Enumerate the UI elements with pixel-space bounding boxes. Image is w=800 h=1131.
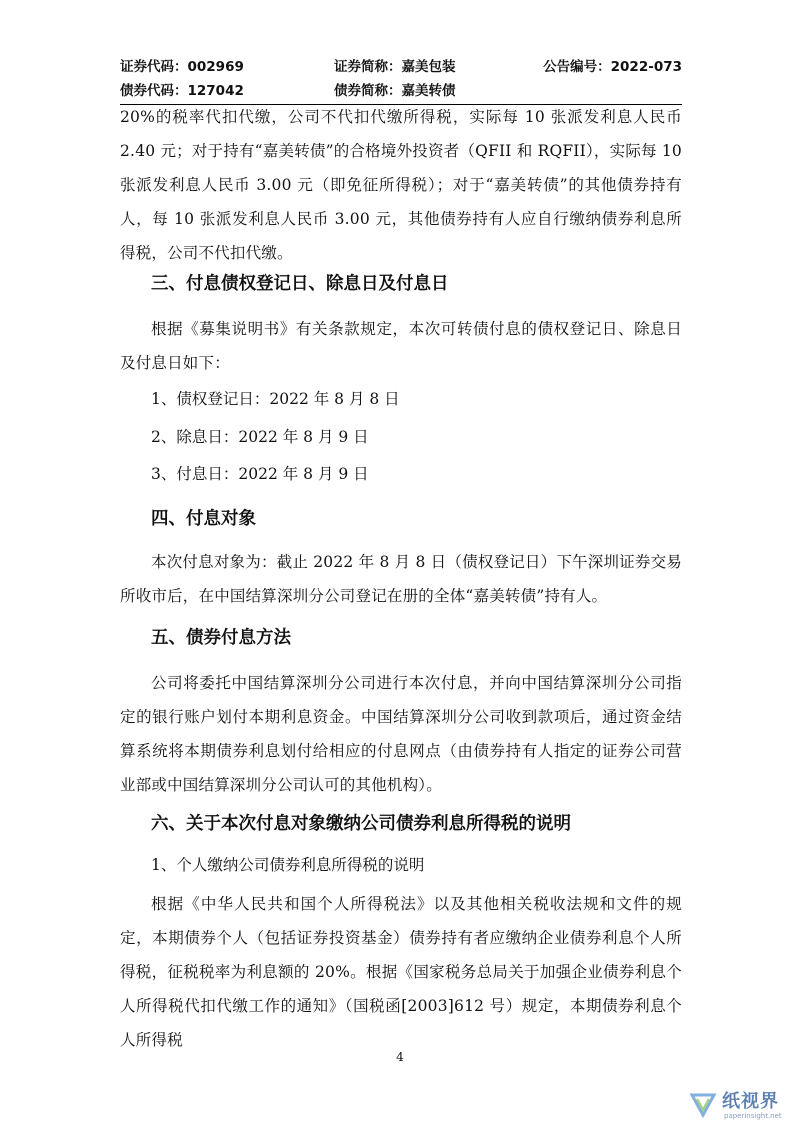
section-3-heading: 三、付息债权登记日、除息日及付息日 bbox=[151, 274, 449, 294]
section-6-subheading: 1、个人缴纳公司债券利息所得税的说明 bbox=[151, 856, 425, 874]
section-4-heading: 四、付息对象 bbox=[151, 509, 256, 529]
notice-number: 公告编号：2022-073 bbox=[543, 59, 682, 75]
intro-paragraph: 20%的税率代扣代缴，公司不代扣代缴所得税，实际每 10 张派发利息人民币 2.40 元；对于持有“嘉美转债”的合格境外投资者（QFII 和 RQFII），实际每 10 张派发利息人民币 3.00 元（即免征所得税）；对于“嘉美转债”的其他债券持有人，每 10 张派发利息人民币 3.00 元，其他债券持有人应自行缴纳债券利息所得税，公司不代扣代缴。 bbox=[120, 108, 682, 262]
list-item-ex-dividend-date: 2、除息日：2022 年 8 月 9 日 bbox=[151, 428, 369, 446]
list-item-registration-date: 1、债权登记日：2022 年 8 月 8 日 bbox=[151, 390, 400, 408]
header-row-1 bbox=[120, 56, 682, 78]
section-5-paragraph: 公司将委托中国结算深圳分公司进行本次付息，并向中国结算深圳分公司指定的银行账户划付本期利息资金。中国结算深圳分公司收到款项后，通过资金结算系统将本期债券利息划付给相应的付息网点（由债券持有人指定的证券公司营业部或中国结算深圳分公司认可的其他机构）。 bbox=[120, 674, 682, 794]
section-4-paragraph: 本次付息对象为：截止 2022 年 8 月 8 日（债权登记日）下午深圳证券交易所收市后，在中国结算深圳分公司登记在册的全体“嘉美转债”持有人。 bbox=[120, 553, 682, 605]
section-6-paragraph: 根据《中华人民共和国个人所得税法》以及其他相关税收法规和文件的规定，本期债券个人（包括证券投资基金）债券持有者应缴纳企业债券利息个人所得税，征税税率为利息额的 20%。根据《国家税务总局关于加强企业债券利息个人所得税代扣代缴工作的通知》（国税函[2003]612 号）规定，本期债券利息个人所得税 bbox=[120, 895, 682, 1049]
watermark-url: paperinsight.net bbox=[724, 1112, 782, 1120]
bond-code: 债券代码：127042 bbox=[120, 83, 244, 99]
section-5-heading: 五、债券付息方法 bbox=[151, 628, 291, 648]
header-row-2 bbox=[120, 80, 682, 102]
watermark-logo-icon bbox=[688, 1089, 718, 1119]
stock-name: 证券简称：嘉美包装 bbox=[334, 59, 456, 75]
section-6-heading: 六、关于本次付息对象缴纳公司债券利息所得税的说明 bbox=[151, 814, 571, 834]
bond-name: 债券简称：嘉美转债 bbox=[334, 83, 456, 99]
section-3-paragraph: 根据《募集说明书》有关条款规定，本次可转债付息的债权登记日、除息日及付息日如下： bbox=[120, 320, 682, 372]
watermark-text: 纸视界 bbox=[722, 1091, 779, 1112]
stock-code: 证券代码：002969 bbox=[120, 59, 244, 75]
watermark bbox=[688, 1085, 792, 1125]
page-number: 4 bbox=[396, 1050, 404, 1064]
list-item-payment-date: 3、付息日：2022 年 8 月 9 日 bbox=[151, 465, 369, 483]
